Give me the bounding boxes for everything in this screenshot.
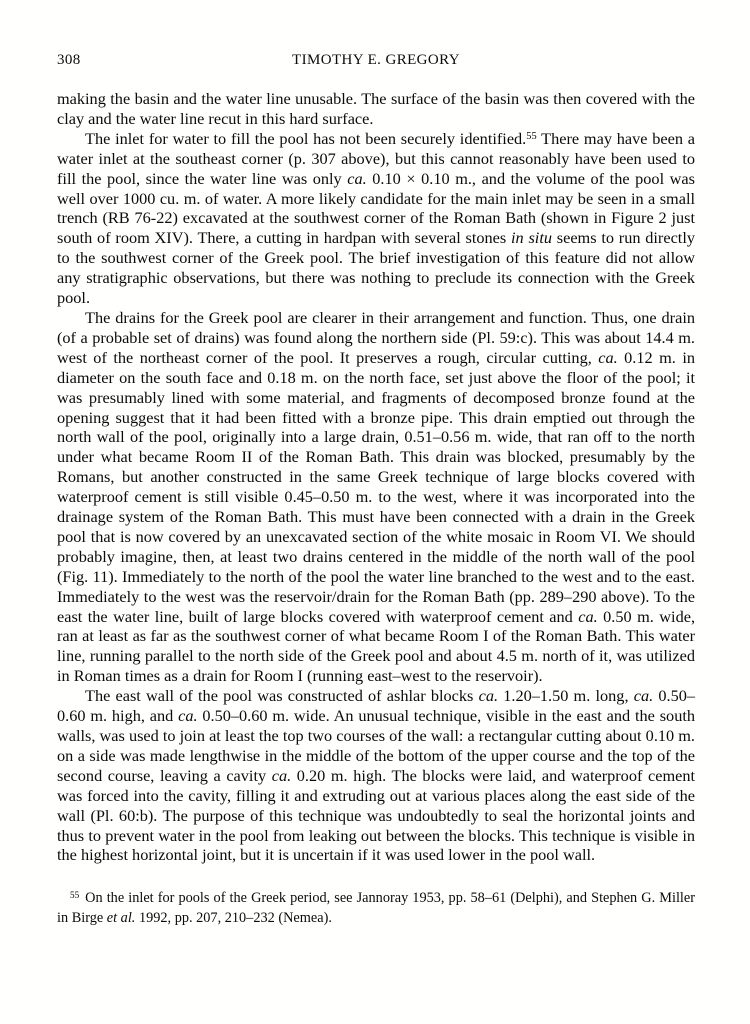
italic-text: et al. bbox=[106, 909, 136, 926]
text-run: The east wall of the pool was constructed of ashlar blocks bbox=[85, 686, 479, 706]
text-run: 0.50–0.60 m. wide. An unusual technique, visible in the east and the south walls, was used to join at least the top two courses of the wall: a rectangular cutting about 0.10 m. on a side was made lengthwise in the middle of the bottom of the upper course and the top of the second course, leaving a cavity bbox=[57, 706, 695, 785]
text-run: 0.10 × 0.10 m., and the volume of the pool was well over 1000 cu. m. of water. A more likely candidate for the main inlet may be seen in a small trench (RB 76-22) excavated at the southwest corner of the Roman Bath (shown in Figure 2 just south of room XIV). There, a cutting in hardpan with several stones bbox=[57, 168, 695, 248]
italic-text: ca. bbox=[633, 686, 654, 706]
paragraph bbox=[57, 129, 695, 308]
italic-text: in situ bbox=[511, 228, 552, 248]
text-run: 0.50–0.60 m. high, and bbox=[57, 686, 695, 726]
page-body bbox=[57, 89, 695, 865]
italic-text: ca. bbox=[271, 765, 292, 785]
text-run: 0.20 m. high. The blocks were laid, and waterproof cement was forced into the cavity, filling it and extruding out at various places along the east side of the wall (Pl. 60:b). The purpose of this technique was undoubtedly to seal the horizontal joints and thus to prevent water in the pool from leaking out between the blocks. This technique is visible in the highest horizontal joint, but it is uncertain if it was used lower in the pool wall. bbox=[57, 765, 695, 865]
text-run: 1992, pp. 207, 210–232 (Nemea). bbox=[135, 909, 332, 926]
paragraph bbox=[57, 686, 695, 865]
italic-text: ca. bbox=[347, 168, 367, 188]
text-run: On the inlet for pools of the Greek period, see Jannoray 1953, pp. 58–61 (Delphi), and Stephen G. Miller in Birge bbox=[57, 890, 695, 926]
italic-text: ca. bbox=[598, 347, 618, 367]
text-run: 0.50 m. wide, ran at least as far as the southwest corner of what became Room I of the Roman Bath. This water line, running parallel to the north side of the Greek pool and about 4.5 m. north of it, was utilized in Roman times as a drain for Room I (running east–west to the reservoir). bbox=[57, 606, 696, 686]
text-run: There may have been a water inlet at the southeast corner (p. 307 above), but this cannot reasonably have been used to fill the pool, since the water line was only bbox=[57, 128, 696, 188]
page-number: 308 bbox=[57, 52, 81, 68]
text-run: 1.20–1.50 m. long, bbox=[498, 686, 634, 706]
text-run: seems to run directly to the southwest corner of the Greek pool. The brief investigation of this feature did not allow any stratigraphic observations, but there was nothing to preclude its connection with the Greek pool. bbox=[57, 228, 695, 308]
paragraph bbox=[57, 308, 695, 686]
italic-text: ca. bbox=[478, 686, 499, 706]
italic-text: ca. bbox=[178, 706, 198, 726]
footnote-reference: 55 bbox=[526, 131, 537, 143]
text-run: making the basin and the water line unusable. The surface of the basin was then covered with the clay and the water line recut in this hard surface. bbox=[57, 89, 695, 128]
text-run: 0.12 m. in diameter on the south face and 0.18 m. on the north face, set just above the floor of the pool; it was presumably lined with some material, and fragments of decomposed bronze found at the opening suggest that it had been fitted with a bronze pipe. This drain emptied out through the north wall of the pool, originally into a large drain, 0.51–0.56 m. wide, that ran off to the north under what became Room II of the Roman Bath. This drain was blocked, presumably by the Romans, but another constructed in the same Greek technique of large blocks covered with waterproof cement is still visible 0.45–0.50 m. to the west, where it was incorporated into the drainage system of the Roman Bath. This must have been connected with a drain in the Greek pool that is now covered by an unexcavated section of the white mosaic in Room VI. We should probably imagine, then, at least two drains centered in the middle of the north wall of the pool (Fig. 11). Immediately to the north of the pool the water line branched to the west and to the east. Immediately to the west was the reservoir/drain for the Roman Bath (pp. 289–290 above). To the east the water line, built of large blocks covered with waterproof cement and bbox=[57, 347, 695, 626]
italic-text: ca. bbox=[578, 606, 598, 626]
running-head: TIMOTHY E. GREGORY bbox=[292, 52, 460, 68]
footnote-marker: 55 bbox=[70, 890, 80, 901]
text-run: The drains for the Greek pool are clearer in their arrangement and function. Thus, one drain (of a probable set of drains) was found along the northern side (Pl. 59:c). This was about 14.4 m. west of the northeast corner of the pool. It preserves a rough, circular cutting, bbox=[57, 307, 695, 367]
footnote-text bbox=[57, 889, 695, 928]
footnote-section bbox=[57, 889, 695, 928]
text-run: The inlet for water to fill the pool has not been securely identified. bbox=[85, 128, 527, 148]
paragraph bbox=[57, 89, 695, 129]
page-header bbox=[57, 52, 695, 72]
